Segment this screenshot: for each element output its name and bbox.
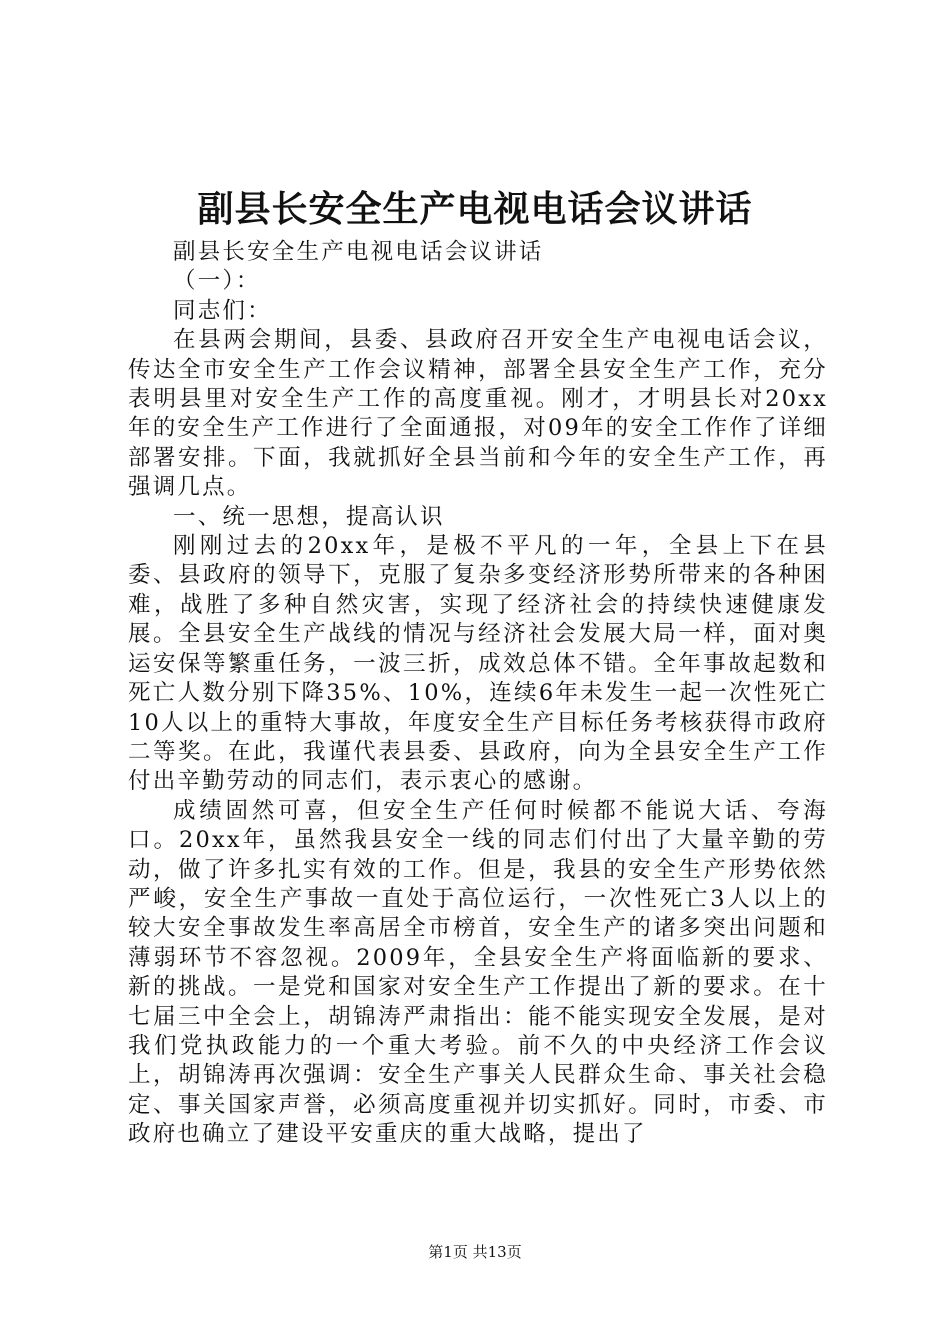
document-title: 副县长安全生产电视电话会议讲话	[197, 188, 753, 230]
page-footer: 第1页 共13页	[428, 1243, 522, 1261]
body-paragraph: 成绩固然可喜，但安全生产任何时候都不能说大话、夸海口。20xx年，虽然我县安全一线的同志们付出了大量辛勤的劳动，做了许多扎实有效的工作。但是，我县的安全生产形势依然严峻，安全生产事故一直处于高位运行，一次性死亡3人以上的较大安全事故发生率高居全市榜首，安全生产的诸多突出问题和薄弱环节不容忽视。2009年，全县安全生产将面临新的要求、新的挑战。一是党和国家对安全生产工作提出了新的要求。在十七届三中全会上，胡锦涛严肃指出：能不能实现安全发展，是对我们党执政能力的一个重大考验。前不久的中央经济工作会议上，胡锦涛再次强调：安全生产事关人民群众生命、事关社会稳定、事关国家声誉，必须高度重视并切实抓好。同时，市委、市政府也确立了建设平安重庆的重大战略，提出了	[128, 797, 828, 1148]
subtitle-paragraph: 副县长安全生产电视电话会议讲话	[173, 239, 544, 265]
section-number: （一）：	[173, 268, 261, 295]
body-paragraph: 刚刚过去的20xx年，是极不平凡的一年，全县上下在县委、县政府的领导下，克服了复杂多变经济形势所带来的各种困难，战胜了多种自然灾害，实现了经济社会的持续快速健康发展。全县安全生产战线的情况与经济社会发展大局一样，面对奥运安保等繁重任务，一波三折，成效总体不错。全年事故起数和死亡人数分别下降35%、10%，连续6年未发生一起一次性死亡10人以上的重特大事故，年度安全生产目标任务考核获得市政府二等奖。在此，我谨代表县委、县政府，向为全县安全生产工作付出辛勤劳动的同志们，表示衷心的感谢。	[128, 533, 828, 795]
document-body	[128, 238, 828, 1150]
body-paragraph: 在县两会期间，县委、县政府召开安全生产电视电话会议，传达全市安全生产工作会议精神，部署全县安全生产工作，充分表明县里对安全生产工作的高度重视。刚才，才明县长对20xx年的安全生产工作进行了全面通报，对09年的安全工作作了详细部署安排。下面，我就抓好全县当前和今年的安全生产工作，再强调几点。	[128, 327, 828, 501]
section-heading: 一、统一思想，提高认识	[173, 503, 445, 530]
salutation: 同志们：	[173, 297, 272, 324]
